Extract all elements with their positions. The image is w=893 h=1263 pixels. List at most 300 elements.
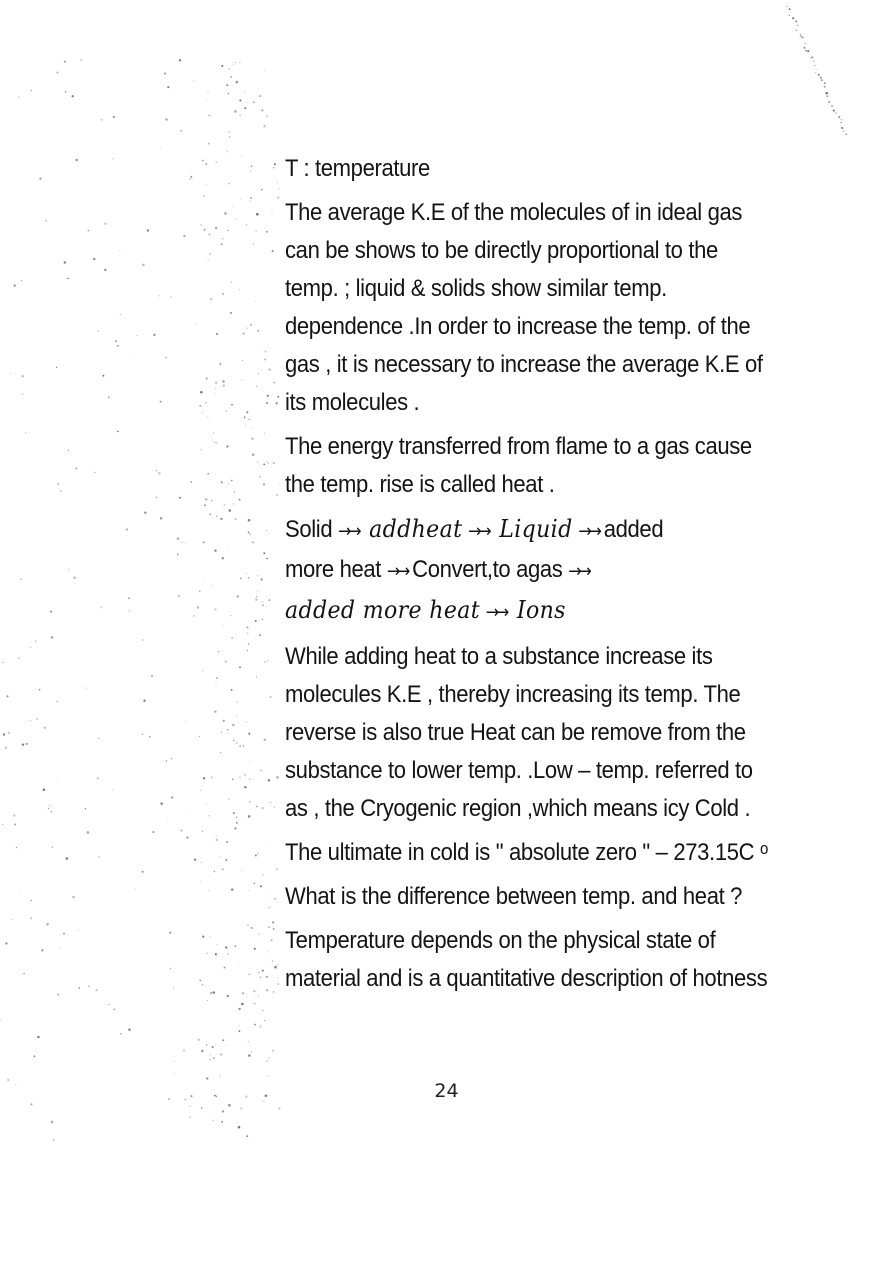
speck [179, 59, 181, 61]
speck [241, 156, 242, 157]
speck [160, 517, 163, 520]
speck [248, 732, 249, 733]
speck [268, 779, 270, 781]
paragraph-cryogenic [285, 638, 845, 828]
speck [37, 1036, 39, 1038]
speck [266, 989, 268, 991]
speck [826, 92, 828, 94]
speck [248, 1041, 249, 1042]
speck [247, 627, 249, 629]
speck [76, 159, 78, 161]
speck [228, 546, 229, 547]
speck [244, 92, 245, 93]
speck [222, 625, 223, 626]
speck [248, 890, 249, 891]
phase-sequence [285, 510, 845, 632]
speck [183, 1049, 185, 1051]
speck [18, 96, 20, 98]
speck [260, 769, 262, 771]
speck [200, 449, 202, 451]
speck [193, 615, 195, 617]
speck [249, 801, 251, 803]
speck [10, 373, 11, 374]
speck [273, 462, 275, 464]
speck [258, 373, 259, 374]
speck [277, 396, 279, 398]
speck [228, 799, 229, 800]
speck [256, 596, 258, 598]
speck [215, 382, 217, 384]
speck [246, 224, 248, 226]
speck [223, 720, 225, 722]
arrow-right-icon: →→ [485, 602, 506, 623]
speck [257, 590, 258, 591]
speck [178, 595, 180, 597]
speck [137, 335, 138, 336]
speck [271, 939, 273, 941]
speck [216, 516, 218, 518]
speck [194, 858, 196, 860]
speck [205, 163, 207, 165]
speck [792, 17, 793, 18]
speck [236, 81, 239, 84]
speck [222, 1110, 224, 1112]
speck [208, 143, 210, 145]
speck [209, 477, 210, 478]
speck [0, 1020, 1, 1022]
speck [183, 235, 185, 237]
speck [211, 776, 213, 778]
speck [239, 99, 241, 101]
speck [266, 402, 268, 404]
speck [251, 428, 252, 429]
speck [56, 367, 57, 368]
speck [205, 498, 208, 501]
speck [244, 416, 246, 418]
paragraph-line: The energy transferred from flame to a gas cause [285, 433, 752, 460]
speck [268, 1057, 270, 1059]
speck [222, 557, 224, 559]
speck [273, 382, 275, 384]
speck [248, 643, 250, 645]
speck [240, 1108, 242, 1110]
speck [203, 777, 205, 779]
sequence-line [285, 591, 789, 632]
speck [221, 243, 223, 245]
speck [201, 1050, 203, 1052]
speck [273, 167, 275, 169]
speck [56, 701, 57, 702]
speck [22, 394, 24, 396]
liquid-term: Liquid [499, 514, 573, 543]
speck [75, 467, 77, 469]
paragraph-line: What is the difference between temp. and heat ? [285, 883, 743, 910]
speck [6, 695, 8, 697]
speck [276, 868, 278, 870]
speck [235, 218, 236, 219]
speck [266, 558, 268, 560]
more-heat-label: more heat [285, 556, 382, 583]
speck [221, 481, 223, 483]
speck [51, 1121, 54, 1124]
arrow-right-icon: →→ [338, 521, 358, 542]
speck [250, 324, 252, 326]
speck [841, 127, 843, 129]
speck [142, 733, 144, 735]
speck [142, 871, 144, 873]
speck [200, 881, 201, 882]
speck [266, 1060, 268, 1062]
speck [177, 537, 180, 540]
speck [826, 95, 828, 97]
speck [807, 50, 809, 52]
page-number: 24 [434, 1080, 459, 1102]
speck [272, 960, 273, 961]
speck [93, 258, 96, 261]
speck [270, 696, 272, 698]
speck [222, 293, 224, 295]
speck [207, 473, 209, 475]
speck [816, 69, 817, 70]
speck [263, 483, 265, 485]
speck [215, 227, 218, 230]
speck [257, 330, 259, 332]
speck [65, 91, 66, 92]
speck [229, 509, 232, 512]
speck [228, 93, 230, 95]
speck [152, 831, 154, 833]
speck [239, 115, 241, 117]
speck [14, 823, 16, 825]
speck [210, 1054, 212, 1056]
speck [73, 576, 76, 579]
speck [269, 599, 270, 600]
speck [248, 419, 249, 420]
speck [811, 56, 813, 58]
speck [113, 116, 115, 118]
speck [68, 450, 69, 451]
speck [263, 552, 265, 554]
speck [66, 857, 69, 860]
speck [241, 870, 242, 871]
speck [165, 357, 167, 359]
speck [167, 86, 169, 88]
speck [88, 230, 90, 232]
speck [174, 1061, 175, 1062]
speck [202, 984, 204, 986]
speck [204, 504, 206, 506]
speck [193, 80, 194, 81]
speck [94, 472, 95, 473]
speck [151, 675, 153, 677]
speck [48, 808, 49, 809]
speck [220, 518, 222, 520]
paragraph-line: reverse is also true Heat can be remove from the [285, 719, 746, 746]
speck [164, 73, 166, 75]
speck [838, 116, 840, 118]
speck [263, 125, 266, 128]
speck [250, 927, 252, 929]
speck [200, 862, 201, 863]
speck [239, 666, 241, 668]
speck [36, 718, 38, 720]
speck [142, 639, 143, 640]
speck [237, 595, 239, 597]
speck [820, 77, 822, 79]
speck [39, 689, 41, 691]
speck [272, 250, 274, 252]
speck [246, 1135, 248, 1137]
speck [268, 926, 270, 928]
speck [190, 1106, 191, 1107]
speck [80, 60, 81, 61]
speck [233, 503, 234, 504]
speck [57, 994, 59, 996]
speck [117, 345, 119, 347]
speck [43, 789, 45, 791]
speck [167, 818, 168, 819]
speck [202, 670, 203, 671]
speck [46, 923, 49, 926]
speck [250, 201, 251, 202]
speck [130, 357, 131, 358]
speck [231, 888, 233, 890]
speck [234, 827, 236, 829]
speck [268, 951, 269, 952]
speck [144, 512, 146, 514]
speck [210, 936, 211, 937]
speck [240, 199, 241, 200]
speck [104, 269, 106, 271]
speck [814, 65, 816, 67]
speck [250, 760, 251, 761]
speck [185, 721, 186, 722]
sequence-line [285, 510, 789, 551]
speck [153, 334, 155, 336]
speck [51, 636, 53, 638]
speck [228, 183, 229, 184]
speck [120, 1033, 122, 1035]
speck [21, 280, 22, 281]
speck [211, 500, 212, 501]
speck [100, 606, 102, 608]
speck [231, 480, 233, 482]
speck [179, 497, 181, 499]
speck [119, 250, 120, 251]
speck [233, 64, 234, 65]
speck [814, 61, 815, 62]
paragraph-line: temp. ; liquid & solids show similar temp. [285, 275, 667, 302]
speck [169, 932, 171, 934]
speck [34, 1055, 36, 1057]
speck [204, 229, 206, 231]
speck [108, 1004, 109, 1005]
speck [821, 79, 823, 81]
arrow-right-icon: →→ [468, 521, 489, 542]
speck [278, 1107, 280, 1109]
speck [5, 942, 7, 944]
speck [272, 1050, 273, 1051]
speck [205, 402, 206, 403]
speck [254, 1024, 256, 1026]
speck [220, 1053, 222, 1055]
speck [181, 542, 182, 543]
speck [258, 933, 260, 935]
speck [235, 62, 236, 63]
speck [26, 743, 28, 745]
paragraph-line: dependence .In order to increase the temp. of the [285, 313, 751, 340]
speck [244, 786, 246, 788]
speck [230, 76, 232, 78]
speck [277, 983, 279, 985]
speck [232, 724, 234, 726]
speck [232, 206, 233, 207]
speck [258, 995, 259, 996]
speck [266, 115, 268, 117]
speck [824, 82, 826, 84]
speck [255, 230, 256, 231]
paragraph-line: The ultimate in cold is " absolute zero " – 273.15C ᵒ [285, 839, 768, 866]
speck [220, 857, 221, 858]
speck [262, 807, 264, 809]
speck [230, 615, 231, 616]
speck [16, 847, 17, 848]
speck [232, 779, 234, 781]
speck [190, 178, 192, 180]
ions-term: Ions [516, 595, 566, 624]
speck [218, 651, 219, 652]
speck [239, 1025, 240, 1026]
speck [262, 874, 263, 875]
speck [204, 579, 205, 580]
speck [248, 531, 250, 533]
speck [255, 599, 257, 601]
speck [64, 61, 66, 63]
speck [805, 50, 807, 52]
speck [259, 976, 261, 978]
speck [39, 177, 41, 179]
speck [222, 380, 224, 382]
speck [108, 397, 109, 398]
speck [234, 945, 236, 947]
speck [72, 896, 74, 898]
speck [250, 170, 251, 171]
speck [274, 898, 276, 900]
speck [239, 499, 241, 501]
speck [256, 806, 257, 807]
speck [23, 973, 24, 974]
paragraph-line: molecules K.E , thereby increasing its temp. The [285, 681, 741, 708]
speck [2, 824, 3, 825]
speck [231, 689, 233, 691]
speck [236, 701, 238, 703]
speck [209, 253, 210, 254]
speck [128, 597, 130, 599]
speck [248, 519, 251, 522]
speck [215, 393, 216, 394]
speck [246, 722, 247, 723]
speck [101, 119, 103, 121]
speck [180, 130, 182, 132]
paragraph-line: its molecules . [285, 389, 420, 416]
speck [112, 789, 113, 790]
speck [267, 660, 268, 661]
heading-text: T : temperature [285, 155, 430, 182]
speck [251, 166, 252, 167]
add-heat-term: addheat [369, 514, 463, 543]
speck [802, 37, 804, 39]
speck [264, 739, 266, 741]
speck [262, 602, 263, 603]
speck [22, 375, 24, 377]
speck [225, 859, 227, 861]
speck [3, 662, 4, 663]
speck [233, 812, 235, 814]
speck [41, 949, 43, 951]
speck [835, 112, 836, 113]
speck [242, 992, 244, 994]
speck [31, 900, 32, 901]
speck [85, 688, 86, 689]
speck [224, 504, 225, 505]
speck [275, 163, 276, 164]
speck [238, 1008, 240, 1010]
speck [228, 230, 229, 231]
speck [239, 289, 240, 290]
paragraph-absolute-zero [285, 834, 845, 872]
speck [267, 395, 269, 397]
speck [214, 871, 215, 872]
speck [253, 101, 255, 103]
speck [171, 796, 173, 798]
speck [800, 34, 801, 35]
speck [248, 577, 250, 579]
speck [143, 700, 145, 702]
speck [205, 804, 206, 805]
speck [255, 620, 257, 622]
speck [228, 1104, 231, 1107]
speck [843, 131, 844, 132]
speck [171, 758, 172, 759]
speck [206, 100, 207, 101]
speck [259, 634, 261, 636]
speck [212, 991, 215, 994]
speck [247, 633, 249, 635]
speck [135, 888, 136, 889]
speck [246, 573, 247, 574]
speck [235, 518, 237, 520]
paragraph-line: gas , it is necessary to increase the average K.E of [285, 351, 763, 378]
speck [251, 438, 253, 440]
speck [223, 384, 225, 386]
speck [257, 462, 258, 463]
speck [261, 109, 263, 111]
speck [88, 985, 90, 987]
speck [30, 917, 32, 919]
speck [224, 967, 226, 969]
speck [124, 253, 125, 254]
speck [53, 1139, 55, 1141]
speck [120, 314, 121, 315]
speck [226, 445, 228, 447]
speck [202, 412, 203, 413]
speck [247, 650, 249, 652]
speck [44, 727, 46, 729]
speck [97, 777, 99, 779]
speck [63, 933, 65, 935]
speck [212, 1120, 214, 1122]
speck [267, 1075, 268, 1076]
